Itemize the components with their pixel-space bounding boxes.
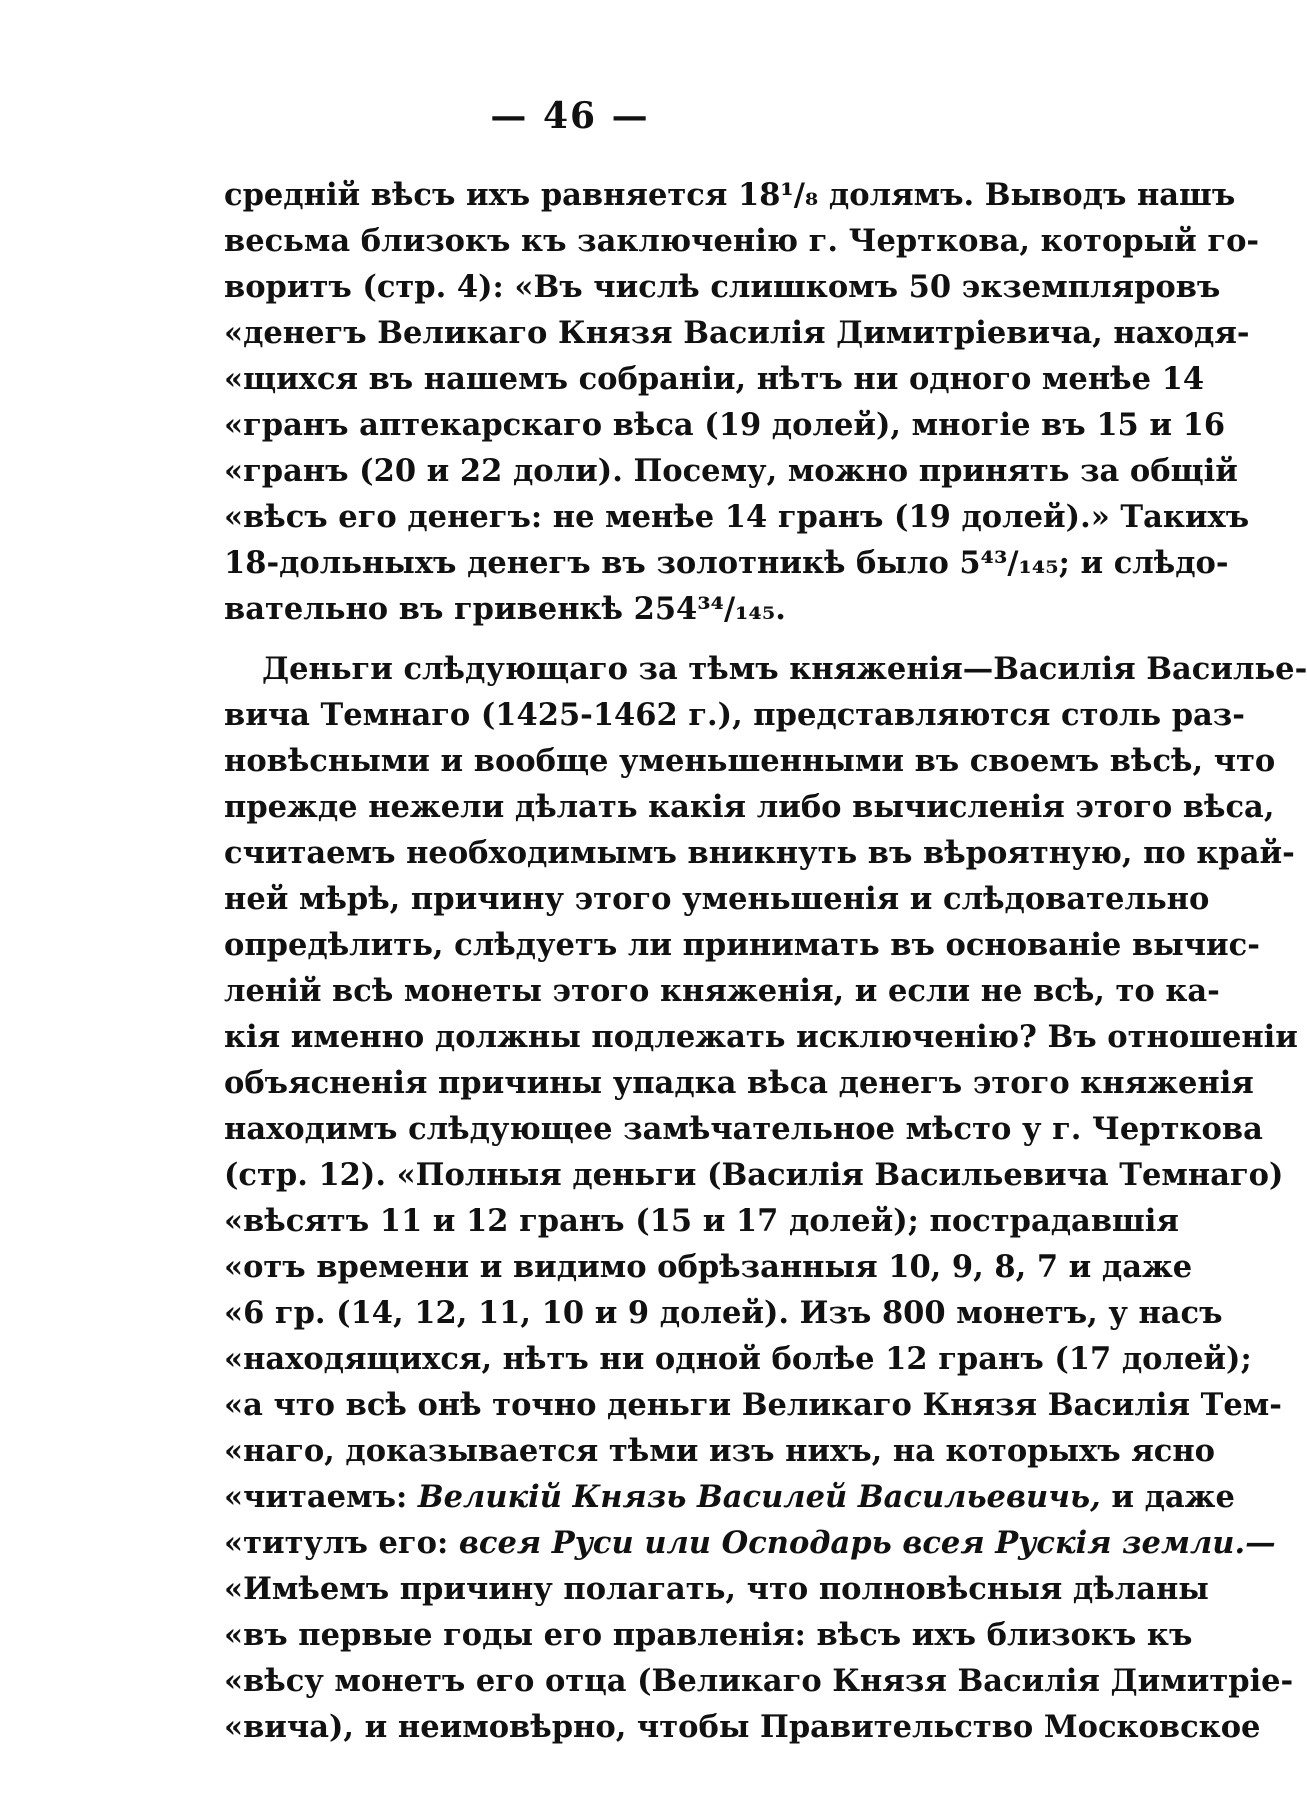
italic-title: всея Руси (458, 1525, 634, 1561)
text-line: «гранъ аптекарскаго вѣса (19 долей), многіе въ 15 и 16 (224, 407, 1226, 443)
text-line-with-italic (224, 1474, 1235, 1520)
text-line: Деньги слѣдующаго за тѣмъ княженія—Василія Василье- (262, 651, 1307, 687)
text-line: объясненія причины упадка вѣса денегъ этого княженія (224, 1065, 1254, 1101)
italic-conjunction: или (644, 1525, 711, 1561)
text-line: (стр. 12). «Полныя деньги (Василія Васильевича Темнаго) (224, 1157, 1284, 1193)
text-line: «гранъ (20 и 22 доли). Посему, можно принять за общій (224, 453, 1238, 489)
text-line: «щихся въ нашемъ собраніи, нѣтъ ни одного менѣе 14 (224, 361, 1205, 397)
text-line: «денегъ Великаго Князя Василія Димитріевича, находя- (224, 315, 1250, 351)
text-line: «6 гр. (14, 12, 11, 10 и 9 долей). Изъ 800 монетъ, у насъ (224, 1295, 1223, 1331)
text-line: «отъ времени и видимо обрѣзанныя 10, 9, 8, 7 и даже (224, 1249, 1193, 1285)
page-number: — 46 — (490, 95, 650, 137)
text-run: и даже (1111, 1479, 1235, 1515)
text-line: новѣсными и вообще уменьшенными въ своемъ вѣсѣ, что (224, 743, 1276, 779)
text-line: «Имѣемъ причину полагать, что полновѣсныя дѣланы (224, 1571, 1209, 1607)
italic-quote: Великій Князь Василей Васильевичь, (417, 1479, 1101, 1515)
text-line: воритъ (стр. 4): «Въ числѣ слишкомъ 50 экземпляровъ (224, 269, 1221, 305)
text-line: ней мѣрѣ, причину этого уменьшенія и слѣдовательно (224, 881, 1210, 917)
text-line: «вѣсятъ 11 и 12 гранъ (15 и 17 долей); пострадавшія (224, 1203, 1179, 1239)
text-line: вательно въ гривенкѣ 254³⁴/₁₄₅. (224, 591, 786, 627)
text-line: леній всѣ монеты этого княженія, и если не всѣ, то ка- (224, 973, 1220, 1009)
text-line: «находящихся, нѣтъ ни одной болѣе 12 гранъ (17 долей); (224, 1341, 1252, 1377)
italic-title: Осподарь всея Рускія земли.— (721, 1525, 1276, 1561)
text-line: «а что всѣ онѣ точно деньги Великаго Князя Василія Тем- (224, 1387, 1282, 1423)
paragraph-2 (224, 646, 1307, 1750)
text-run: «титулъ его: (224, 1525, 449, 1561)
paragraph-gap (224, 632, 1064, 646)
text-line: опредѣлить, слѣдуетъ ли принимать въ основаніе вычис- (224, 927, 1260, 963)
text-line: «вича), и неимовѣрно, чтобы Правительство Московское (224, 1709, 1261, 1745)
text-line-with-italic (224, 1520, 1276, 1566)
text-line: кія именно должны подлежать исключенію? Въ отношеніи (224, 1019, 1298, 1055)
text-line: находимъ слѣдующее замѣчательное мѣсто у г. Черткова (224, 1111, 1263, 1147)
text-line: вича Темнаго (1425-1462 г.), представляются столь раз- (224, 697, 1245, 733)
body-text (224, 172, 1307, 1750)
text-line: «наго, доказывается тѣми изъ нихъ, на которыхъ ясно (224, 1433, 1216, 1469)
text-line: «въ первые годы его правленія: вѣсъ ихъ близокъ къ (224, 1617, 1193, 1653)
text-run: «читаемъ: (224, 1479, 408, 1515)
text-line: «вѣсу монетъ его отца (Великаго Князя Василія Димитріе- (224, 1663, 1294, 1699)
text-line: прежде нежели дѣлать какія либо вычисленія этого вѣса, (224, 789, 1275, 825)
text-line: считаемъ необходимымъ вникнуть въ вѣроятную, по край- (224, 835, 1295, 871)
text-line: средній вѣсъ ихъ равняется 18¹/₈ долямъ. Выводъ нашъ (224, 177, 1236, 213)
text-line: «вѣсъ его денегъ: не менѣе 14 гранъ (19 долей).» Такихъ (224, 499, 1250, 535)
paragraph-1 (224, 172, 1260, 632)
text-line: весьма близокъ къ заключенію г. Черткова, который го- (224, 223, 1260, 259)
text-line: 18-дольныхъ денегъ въ золотникѣ было 5⁴³/₁₄₅; и слѣдо- (224, 545, 1229, 581)
